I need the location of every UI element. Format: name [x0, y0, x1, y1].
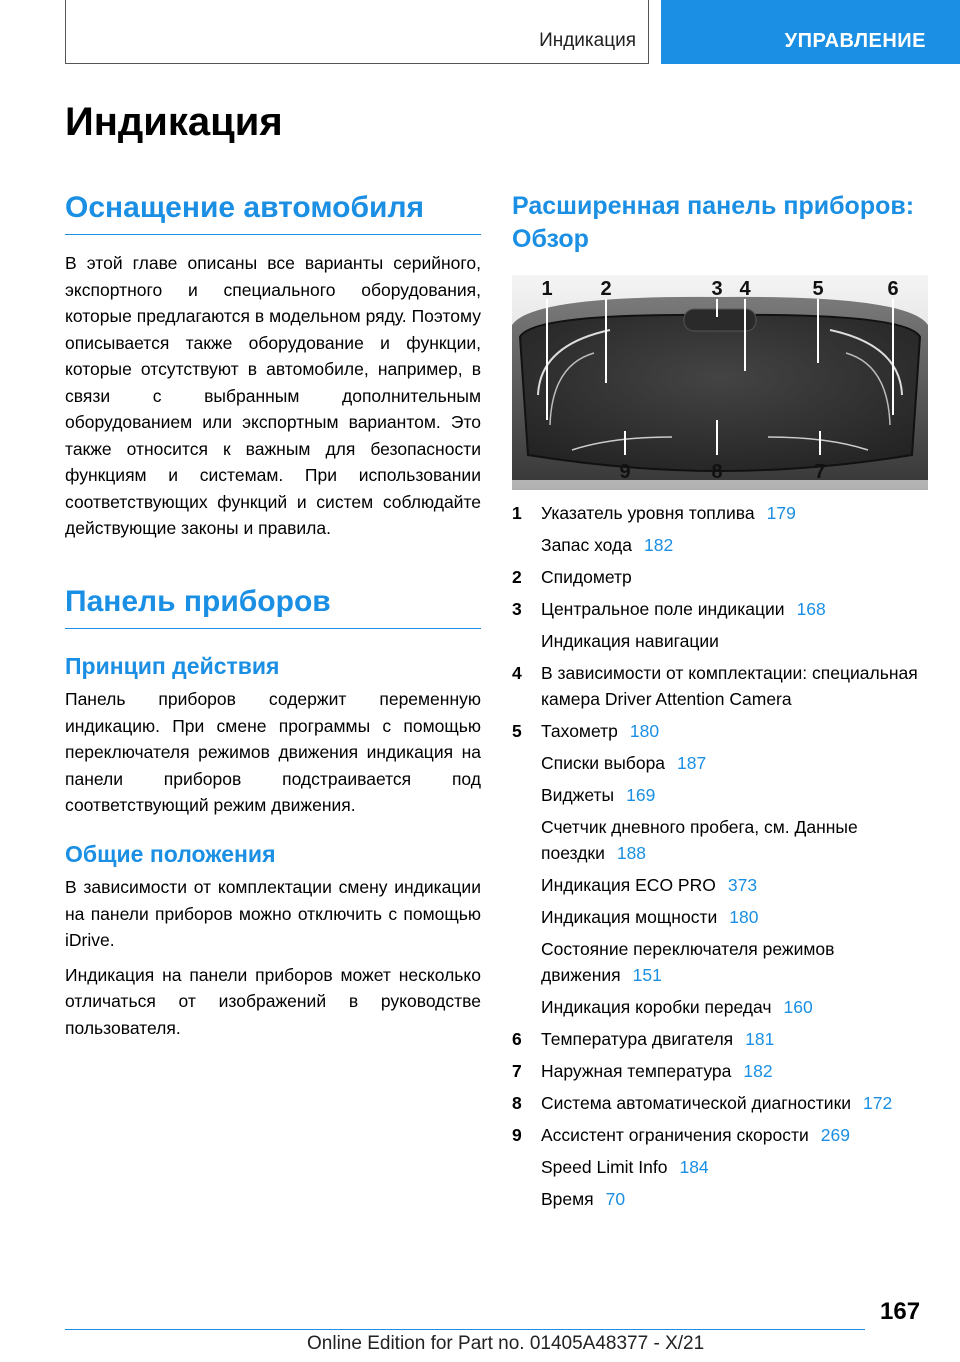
legend-item — [512, 1122, 928, 1148]
equipment-text: В этой главе описаны все варианты серийного, экспортного и специального оборудования, которые предлагаются в модельном ряду. Поэтому описывается также оборудование и функции, которые отсутствуют в автомобиле, например, в связи с выбранным дополнительным оборудованием или экспортным вариантом. Это также относится к важным для безопасности функциям и системам. При использовании соответствующих функций и систем соблюдайте действующие законы и правила. — [65, 253, 481, 538]
legend-item-text: Система автоматической диагностики — [541, 1093, 852, 1113]
header-chapter-label: УПРАВЛЕНИЕ — [784, 30, 926, 52]
legend-item-number: 8 — [512, 1093, 522, 1113]
legend-item-text: Наружная температура — [541, 1061, 732, 1081]
legend-item — [512, 872, 928, 898]
page-reference-link[interactable]: 182 — [643, 535, 674, 555]
callout-2: 2 — [600, 278, 612, 300]
legend-item-text: Виджеты — [541, 785, 615, 805]
legend-item — [512, 1154, 928, 1180]
page-reference-link[interactable]: 168 — [796, 599, 826, 619]
legend-item — [512, 750, 928, 776]
legend-item — [512, 1058, 928, 1084]
footer-text: Online Edition for Part no. 01405A48377 - X/21 — [307, 1333, 705, 1354]
footer-divider — [65, 1329, 865, 1330]
header-section-box — [65, 0, 649, 64]
legend-item-number: 5 — [512, 721, 522, 741]
legend-item-text: Время — [541, 1189, 594, 1209]
legend-item-text: Ассистент ограничения скорости — [541, 1125, 809, 1145]
callout-8: 8 — [711, 461, 723, 483]
header-section-label: Индикация — [539, 30, 636, 51]
legend-item-text: Счетчик дневного пробега, см. Данные поездки — [541, 817, 858, 863]
page-reference-link[interactable]: 179 — [766, 503, 796, 523]
legend-item — [512, 596, 928, 622]
legend-item-text: Индикация коробки передач — [541, 997, 772, 1017]
callout-4: 4 — [739, 278, 751, 300]
callout-1: 1 — [541, 278, 553, 300]
page-title: Индикация — [65, 100, 283, 144]
legend-item — [512, 814, 928, 866]
legend-item — [512, 628, 928, 654]
instrument-cluster-image — [512, 275, 928, 490]
principle-text: Панель приборов содержит переменную индикацию. При смене программы с помощью переключателя режимов движения индикация на панели приборов подстраивается под соответствующий режим движения. — [65, 689, 481, 816]
legend-item-text: Индикация ECO PRO — [541, 875, 716, 895]
page-reference-link[interactable]: 151 — [632, 965, 662, 985]
legend-item-text: Состояние переключателя режимов движения — [541, 939, 835, 985]
header-chapter-tab[interactable] — [661, 0, 960, 64]
callout-9: 9 — [619, 461, 631, 483]
legend-item — [512, 936, 928, 988]
legend-item — [512, 532, 928, 558]
callout-7: 7 — [814, 461, 826, 483]
overview-heading: Расширенная панель приборов: Обзор — [512, 192, 915, 253]
cluster-heading: Панель приборов — [65, 584, 481, 629]
legend-item — [512, 782, 928, 808]
legend-item-number: 3 — [512, 599, 522, 619]
legend-item-text: Speed Limit Info — [541, 1157, 668, 1177]
legend-item — [512, 500, 928, 526]
legend-item-number: 1 — [512, 503, 522, 523]
page-reference-link[interactable]: 188 — [616, 843, 647, 863]
page-reference-link[interactable]: 169 — [626, 785, 656, 805]
callout-5: 5 — [812, 278, 824, 300]
page-reference-link[interactable]: 184 — [679, 1157, 709, 1177]
page-reference-link[interactable]: 70 — [605, 1189, 626, 1209]
legend-item-text: Запас хода — [541, 535, 632, 555]
legend-item-text: Указатель уровня топлива — [541, 503, 755, 523]
page-reference-link[interactable]: 187 — [677, 753, 707, 773]
page-reference-link[interactable]: 160 — [783, 997, 813, 1017]
legend-item-number: 2 — [512, 567, 522, 587]
legend-item — [512, 660, 928, 712]
legend-item-text: Спидометр — [541, 567, 632, 587]
legend-item-text: Индикация мощности — [541, 907, 718, 927]
page-number: 167 — [880, 1298, 921, 1325]
page-reference-link[interactable]: 180 — [729, 907, 759, 927]
general-heading: Общие положения — [65, 840, 276, 867]
legend-item — [512, 1186, 928, 1212]
legend-item — [512, 904, 928, 930]
legend-item-text: Центральное поле индикации — [541, 599, 785, 619]
legend-item-text: Индикация навигации — [541, 631, 719, 651]
legend-item-number: 4 — [512, 663, 522, 683]
legend-item — [512, 564, 928, 590]
page-reference-link[interactable]: 373 — [727, 875, 758, 895]
legend-item-text: Списки выбора — [541, 753, 666, 773]
legend-item — [512, 718, 928, 744]
equipment-heading: Оснащение автомобиля — [65, 190, 481, 235]
legend-item-text: В зависимости от комплектации: специальная камера Driver Attention Camera — [541, 663, 918, 709]
right-column — [512, 190, 928, 255]
legend-item — [512, 1026, 928, 1052]
legend-item-text: Температура двигателя — [541, 1029, 734, 1049]
page-reference-link[interactable]: 180 — [629, 721, 660, 741]
callout-6: 6 — [887, 278, 899, 300]
general-text-1: В зависимости от комплектации смену индикации на панели приборов можно отключить с помощью iDrive. — [65, 877, 481, 951]
page-reference-link[interactable]: 269 — [820, 1125, 850, 1145]
page-reference-link[interactable]: 181 — [745, 1029, 775, 1049]
legend-item-number: 7 — [512, 1061, 522, 1081]
left-column — [65, 190, 481, 1041]
legend-item-text: Тахометр — [541, 721, 618, 741]
legend-item-number: 9 — [512, 1125, 522, 1145]
callout-3: 3 — [711, 278, 723, 300]
page-reference-link[interactable]: 182 — [743, 1061, 773, 1081]
legend-item — [512, 1090, 928, 1116]
principle-heading: Принцип действия — [65, 652, 280, 679]
legend-item — [512, 994, 928, 1020]
legend-list — [512, 500, 928, 1218]
legend-item-number: 6 — [512, 1029, 522, 1049]
page-reference-link[interactable]: 172 — [863, 1093, 893, 1113]
general-text-2: Индикация на панели приборов может несколько отличаться от изображений в руководстве пользователя. — [65, 964, 481, 1038]
